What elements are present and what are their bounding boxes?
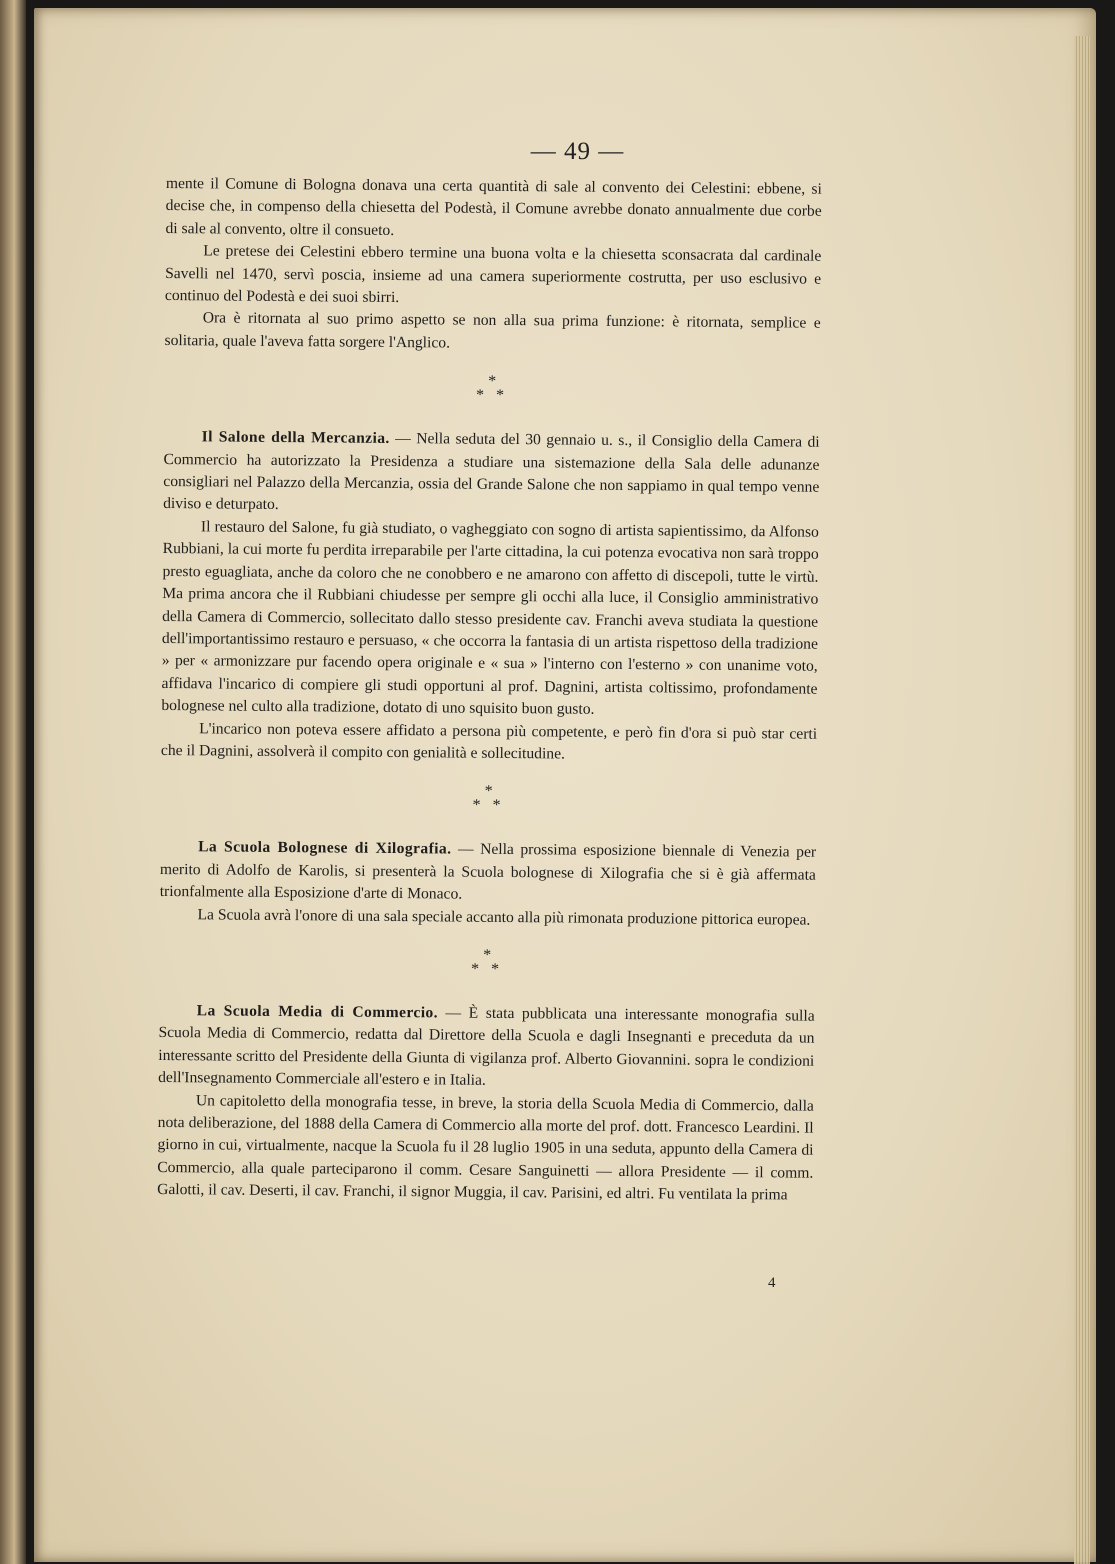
paragraph: Il restauro del Salone, fu già studiato, o vagheggiato con sogno di artista sapientissimo, da Alfonso Rubbiani, la cui morte fu perdita irreparabile per l'arte cittadina, la cui potenza evocativa non sarà troppo presto eguagliata, anche da coloro che ne conobbero e ne amarono con affetto di discepoli, tutte le virtù. Ma prima ancora che il Rubbiani chiudesse per sempre gli occhi alla luce, il Consiglio amministrativo della Camera di Commercio, sollecitato dallo stesso presidente cav. Franchi aveva studiata la questione dell'importantissimo restauro e persuaso, « che occorra la fantasia di un artista rispettoso della tradizione » per « armonizzare pur facendo opera originale e « sua » l'interno con l'esterno » con unanime voto, affidava l'incarico di compiere gli studi opportuni al prof. Dagnini, artista coltissimo, profondamente bolognese nel culto alla tradizione, dotato di uno squisito buon gusto.: [161, 518, 819, 718]
section-title-scuola-commercio: La Scuola Media di Commercio.: [196, 1002, 439, 1022]
section-paragraph: La Scuola Bolognese di Xilografia. — Nella prossima esposizione biennale di Venezia per merito di Adolfo de Karolis, si presenterà la Scuola bolognese di Xilografia che si è già affermata trionfalmente alla Esposizione d'arte di Monaco.: [159, 838, 817, 903]
paragraph: La Scuola avrà l'onore di una sala speciale accanto alla più rimonata produzione pittorica europea.: [197, 905, 811, 929]
previous-page-edge: [0, 0, 26, 1564]
paragraph: Le pretese dei Celestini ebbero termine una buona volta e la chiesetta sconsacrata dal cardinale Savelli nel 1470, servì poscia, insieme ad una camera superiormente costrutta, per uso esclusivo e continuo del Podestà e dei suoi sbirri.: [164, 242, 822, 307]
section-paragraph: La Scuola Media di Commercio. — È stata pubblicata una interessante monografia sulla Scuola Media di Commercio, redatta dal Direttore della Scuola e dagli Insegnanti e preceduta da un interessante scritto del Presidente della Giunta di vigilanza prof. Alberto Giovannini. sopra le condizioni dell'Insegnamento Commerciale all'estero e in Italia.: [158, 1002, 815, 1090]
section-paragraph: Il Salone della Mercanzia. — Nella seduta del 30 gennaio u. s., il Consiglio della Camera di Commercio ha autorizzato la Presidenza a studiare una sistemazione della Sala delle adunanze consigliari nel Palazzo della Mercanzia, ossia del Grande Salone che non sappiamo in qual tempo venne diviso e deturpato.: [163, 428, 820, 514]
asterism-separator: * * *: [475, 373, 509, 405]
paragraph: Un capitoletto della monografia tesse, in breve, la storia della Scuola Media di Commercio, dalla nota deliberazione, del 1888 della Camera di Commercio alla morte del prof. dott. Francesco Leardini. Il giorno in cui, virtualmente, nacque la Scuola fu il 28 luglio 1905 in una seduta, appunto della Camera di Commercio, alla quale parteciparono il comm. Cesare Sanguinetti — allora Presidente — il comm. Galotti, il cav. Deserti, il cav. Franchi, il signor Muggia, il cav. Parisini, ed altri. Fu ventilata la prima: [157, 1091, 814, 1204]
page-edge-stack: [1074, 36, 1090, 1564]
signature-mark: 4: [768, 1275, 776, 1291]
paragraph: L'incarico non poteva essere affidato a persona più competente, e però fin d'ora si può star certi che il Dagnini, assolverà il compito con genialità e sollecitudine.: [160, 719, 818, 763]
asterism-separator: * * *: [472, 783, 505, 815]
paragraph: mente il Comune di Bologna donava una certa quantità di sale al convento dei Celestini: ebbene, si decise che, in compenso della chiesetta del Podestà, il Comune avrebbe donato annualmente due corbe di sale al convento, oltre il consueto.: [165, 174, 822, 239]
section-title-scuola-xilografia: La Scuola Bolognese di Xilografia.: [198, 838, 452, 858]
asterism-separator: * * *: [470, 946, 504, 978]
section-title-salone-mercanzia: Il Salone della Mercanzia.: [201, 428, 390, 448]
page-body: [157, 173, 822, 1207]
paragraph: Ora è ritornata al suo primo aspetto se non alla sua prima funzione: è ritornata, semplice e solitaria, quale l'aveva fatta sorgere l'Anglico.: [164, 309, 821, 352]
page-number: — 49 —: [530, 138, 625, 165]
